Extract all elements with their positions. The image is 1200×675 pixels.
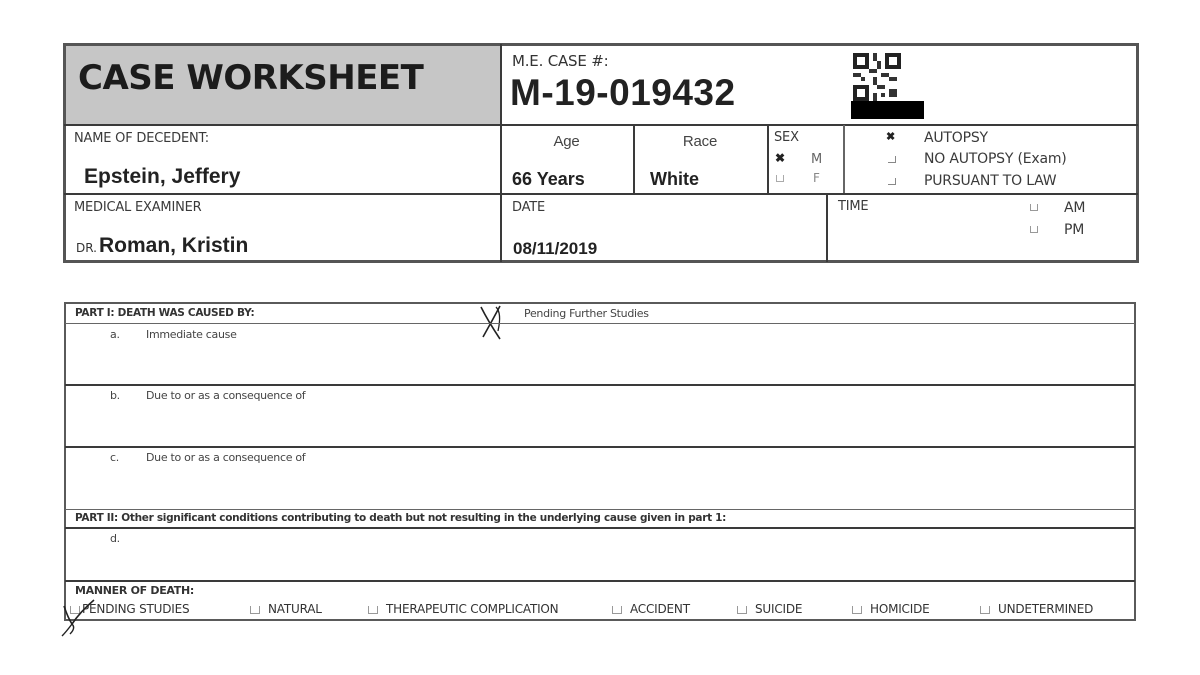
qr-code-icon	[853, 53, 901, 101]
time-label: TIME	[838, 199, 869, 214]
row-letter: a.	[110, 328, 120, 341]
divider	[843, 125, 845, 193]
decedent-name[interactable]: Epstein, Jeffery	[84, 165, 241, 188]
time-option-am[interactable]	[1030, 200, 1100, 218]
race-label: Race	[682, 133, 718, 150]
checked-x-icon: ✖	[775, 151, 786, 165]
age-value[interactable]: 66 Years	[512, 169, 585, 189]
manner-option-label: SUICIDE	[755, 602, 803, 616]
checkbox-icon	[737, 606, 747, 614]
row-label: Due to or as a consequence of	[146, 451, 306, 464]
examiner-field[interactable]	[76, 234, 248, 258]
divider	[500, 44, 502, 262]
sex-option-label: M	[811, 152, 823, 167]
checkbox-icon	[888, 156, 896, 163]
manner-option-therapeutic-complication[interactable]	[368, 602, 558, 616]
checkbox-icon	[888, 178, 896, 185]
manner-option-label: ACCIDENT	[630, 602, 690, 616]
divider	[826, 193, 828, 262]
manner-option-undetermined[interactable]	[980, 602, 1093, 616]
divider	[64, 124, 1138, 126]
row-label: Due to or as a consequence of	[146, 389, 306, 402]
manner-option-label: UNDETERMINED	[998, 602, 1094, 616]
case-number-label: M.E. CASE #:	[512, 52, 609, 70]
case-number: M-19-019432	[510, 72, 736, 113]
time-option-pm[interactable]	[1030, 222, 1100, 240]
sex-label: SEX	[774, 130, 799, 145]
autopsy-option-pursuant[interactable]	[880, 173, 1130, 191]
manner-option-label: THERAPEUTIC COMPLICATION	[386, 602, 559, 616]
autopsy-option-no-autopsy[interactable]	[880, 151, 1130, 169]
manner-heading: MANNER OF DEATH:	[75, 584, 194, 597]
cause-row-a[interactable]	[66, 324, 1134, 384]
checkbox-icon	[250, 606, 260, 614]
checked-x-icon: ✖	[886, 131, 896, 143]
cause-row-b[interactable]	[66, 386, 1134, 446]
age-label: Age	[553, 133, 580, 150]
divider	[767, 125, 769, 193]
checkbox-icon	[980, 606, 990, 614]
manner-option-natural[interactable]	[250, 602, 322, 616]
divider	[65, 509, 1135, 510]
examiner-label: MEDICAL EXAMINER	[74, 200, 202, 215]
manner-option-label: NATURAL	[268, 602, 322, 616]
time-value[interactable]	[838, 222, 1018, 252]
checkbox-icon	[1030, 204, 1038, 211]
other-conditions-row-d[interactable]	[66, 529, 1134, 579]
time-option-label: AM	[1064, 200, 1086, 216]
part2-heading: PART II: Other significant conditions contributing to death but not resulting in the underlying cause given in part 1:	[75, 512, 727, 524]
cause-row-c[interactable]	[66, 448, 1134, 508]
part1-heading: PART I: DEATH WAS CAUSED BY:	[75, 307, 255, 319]
checkbox-icon	[852, 606, 862, 614]
autopsy-option-label: NO AUTOPSY (Exam)	[924, 151, 1067, 167]
sex-option-m[interactable]	[773, 152, 833, 168]
autopsy-option-label: AUTOPSY	[924, 130, 988, 146]
manner-option-homicide[interactable]	[852, 602, 930, 616]
decedent-label: NAME OF DECEDENT:	[74, 131, 209, 146]
checkbox-icon	[776, 175, 784, 182]
title-cell	[66, 46, 500, 124]
row-letter: d.	[110, 532, 120, 545]
manner-option-label: PENDING STUDIES	[82, 602, 190, 616]
date-label: DATE	[512, 200, 546, 215]
examiner-name: Roman, Kristin	[98, 234, 249, 257]
handwritten-check-icon	[60, 598, 100, 638]
date-value[interactable]: 08/11/2019	[513, 239, 598, 258]
checkbox-icon	[1030, 226, 1038, 233]
checkbox-icon	[368, 606, 378, 614]
row-letter: c.	[110, 451, 119, 464]
divider	[64, 193, 1138, 195]
manner-option-suicide[interactable]	[737, 602, 802, 616]
manner-option-accident[interactable]	[612, 602, 690, 616]
manner-option-label: HOMICIDE	[870, 602, 930, 616]
checkbox-icon	[612, 606, 622, 614]
sex-option-f[interactable]	[773, 171, 833, 187]
examiner-prefix: DR.	[76, 241, 97, 255]
divider	[65, 580, 1135, 582]
autopsy-option-label: PURSUANT TO LAW	[924, 173, 1057, 189]
race-value[interactable]: White	[650, 169, 699, 189]
sex-option-label: F	[813, 171, 820, 185]
row-label: Immediate cause	[146, 328, 237, 341]
time-option-label: PM	[1064, 222, 1085, 238]
row-letter: b.	[110, 389, 120, 402]
pending-further-studies-label: Pending Further Studies	[524, 307, 649, 320]
redacted-bar	[851, 101, 924, 119]
page-title: CASE WORKSHEET	[78, 58, 424, 98]
autopsy-option-autopsy[interactable]	[880, 130, 1130, 148]
